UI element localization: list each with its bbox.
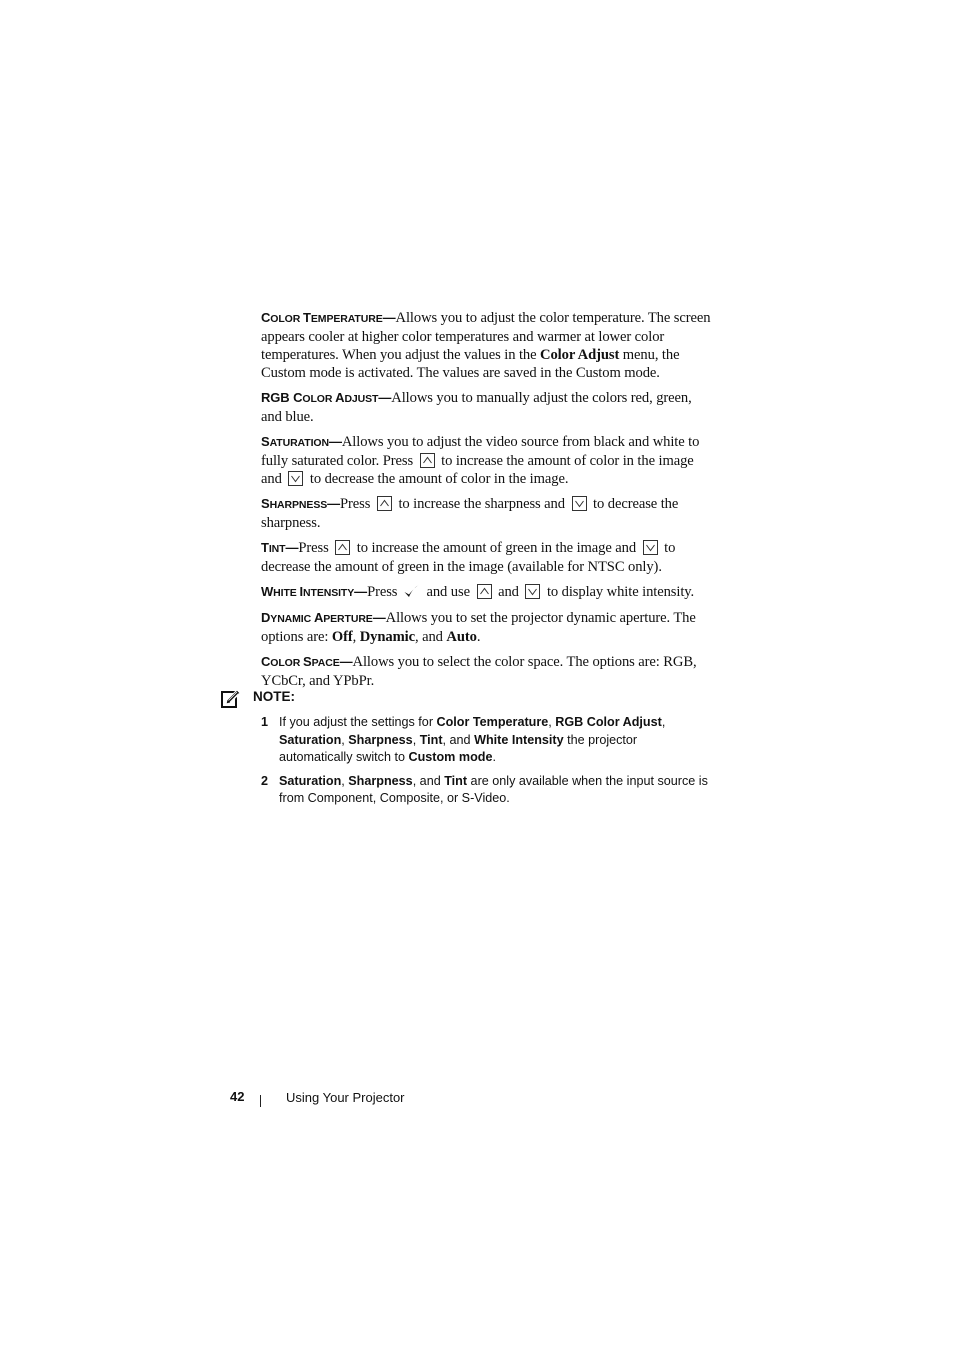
- pencil-note-icon: [220, 688, 242, 710]
- up-arrow-button-icon: [335, 540, 350, 555]
- color-temperature-term: COLOR TEMPERATURE—: [261, 310, 396, 325]
- white-intensity-paragraph: WHITE INTENSITY—Press and use and to display white intensity.: [261, 584, 695, 600]
- note-label: NOTE:: [253, 689, 295, 704]
- checkmark-icon: [403, 583, 421, 599]
- note-header: [220, 688, 720, 710]
- note-list: [261, 714, 711, 814]
- tint-term: TINT—: [261, 540, 299, 555]
- footer-divider: [260, 1095, 261, 1107]
- down-arrow-button-icon: [288, 471, 303, 486]
- note-item: 2 Saturation, Sharpness, and Tint are only available when the input source is from Component, Composite, or S-Video.: [261, 773, 708, 805]
- down-arrow-button-icon: [525, 584, 540, 599]
- note-item: 1 If you adjust the settings for Color Temperature, RGB Color Adjust, Saturation, Sharpness, Tint, and White Intensity the projector automatically switch to Custom mode.: [261, 715, 666, 764]
- rgb-color-adjust-term: RGB COLOR ADJUST—: [261, 390, 392, 405]
- color-temperature-paragraph: COLOR TEMPERATURE—Allows you to adjust the color temperature. The screen appears cooler at higher color temperatures and warmer at lower color temperatures. When you adjust the values in the Color Adjust menu, the Custom mode is activated. The values are saved in the Custom mode.: [261, 310, 711, 381]
- main-content: [261, 309, 711, 697]
- up-arrow-button-icon: [420, 453, 435, 468]
- tint-paragraph: TINT—Press to increase the amount of green in the image and to decrease the amount of green in the image (available for NTSC only).: [261, 540, 676, 575]
- rgb-color-adjust-paragraph: RGB COLOR ADJUST—Allows you to manually adjust the colors red, green, and blue.: [261, 390, 692, 425]
- note-item-number: 2: [261, 773, 269, 788]
- sharpness-term: SHARPNESS—: [261, 496, 341, 511]
- up-arrow-button-icon: [377, 496, 392, 511]
- down-arrow-button-icon: [643, 540, 658, 555]
- saturation-term: SATURATION—: [261, 434, 342, 449]
- chapter-title: Using Your Projector: [286, 1090, 405, 1105]
- page-number: 42: [230, 1089, 245, 1104]
- saturation-paragraph: SATURATION—Allows you to adjust the video source from black and white to fully saturated color. Press to increase the amount of color in the image and to decrease the amount of color in the image.: [261, 434, 700, 487]
- sharpness-paragraph: SHARPNESS—Press to increase the sharpness and to decrease the sharpness.: [261, 496, 679, 531]
- color-space-term: COLOR SPACE—: [261, 654, 353, 669]
- note-item-number: 1: [261, 715, 269, 729]
- up-arrow-button-icon: [477, 584, 492, 599]
- dynamic-aperture-term: DYNAMIC APERTURE—: [261, 610, 386, 625]
- down-arrow-button-icon: [572, 496, 587, 511]
- color-space-paragraph: COLOR SPACE—Allows you to select the color space. The options are: RGB, YCbCr, and YPbPr.: [261, 654, 697, 689]
- white-intensity-term: WHITE INTENSITY—: [261, 584, 368, 599]
- dynamic-aperture-paragraph: DYNAMIC APERTURE—Allows you to set the projector dynamic aperture. The options are: Off, Dynamic, and Auto.: [261, 610, 696, 645]
